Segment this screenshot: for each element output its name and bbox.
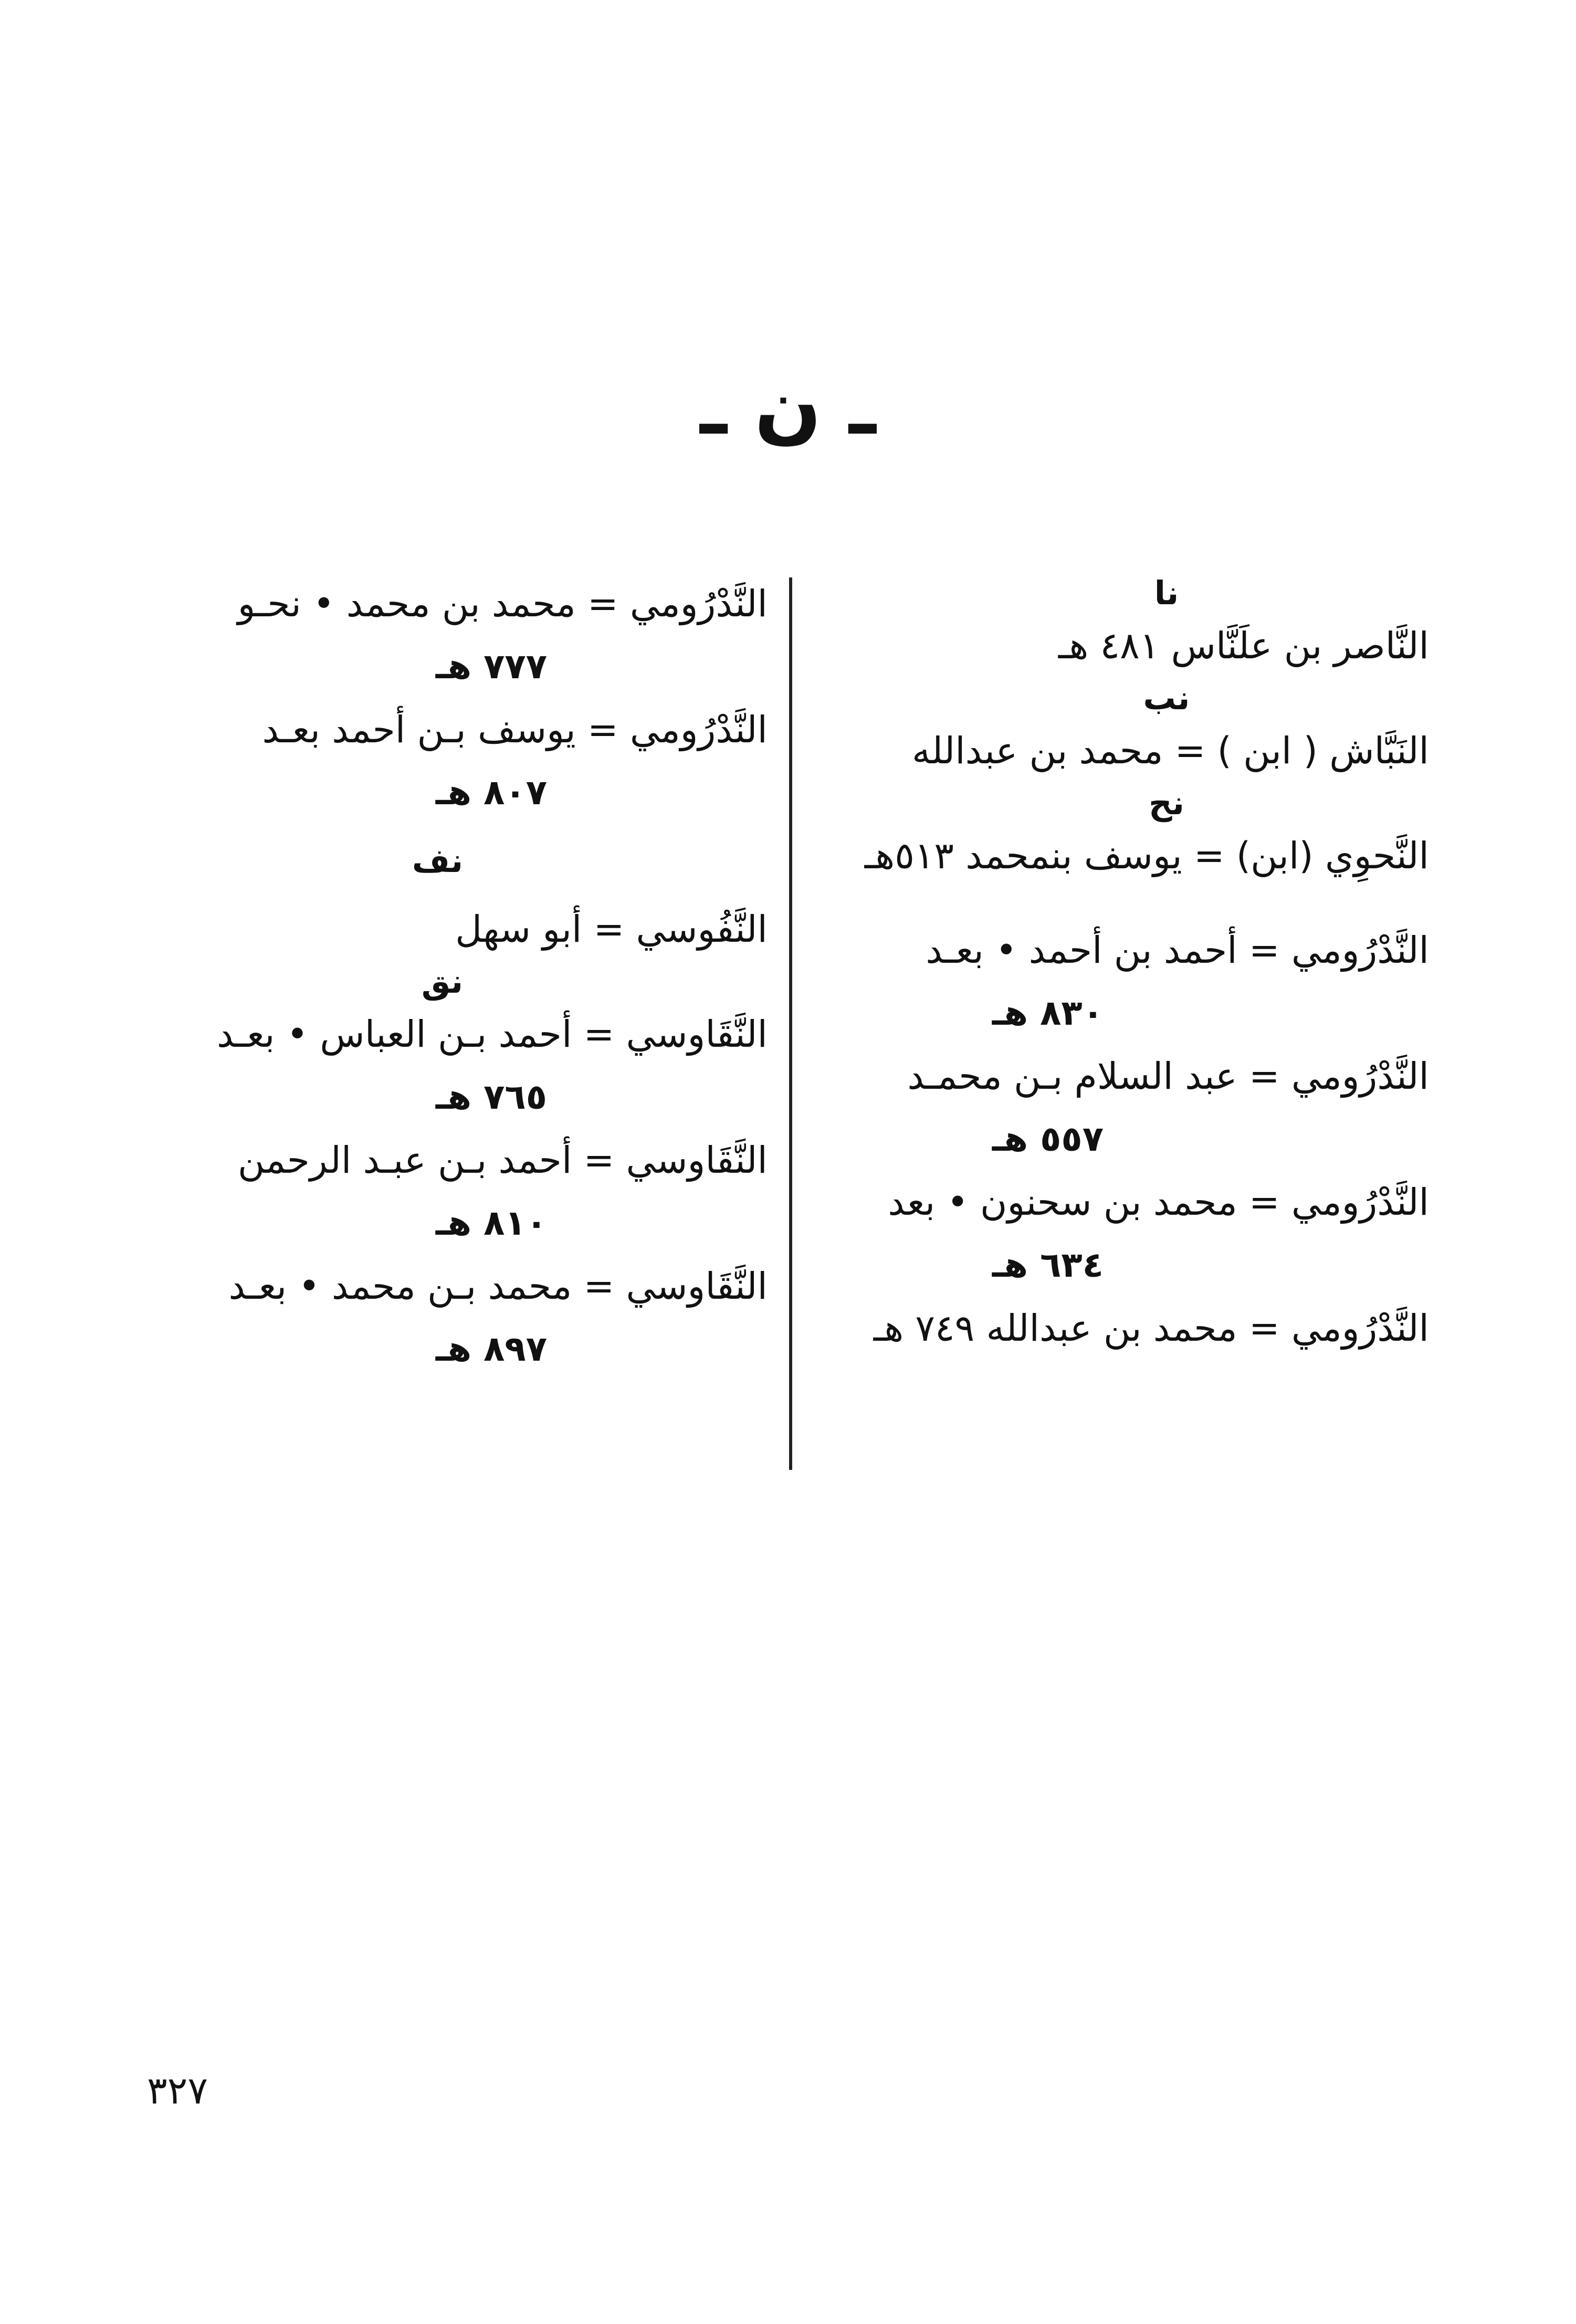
section-heading-nab: نب bbox=[1143, 679, 1190, 717]
entry-naqawi-1-date: ٧٦٥ هـ bbox=[435, 1077, 547, 1117]
section-heading-naq: نق bbox=[421, 962, 463, 1001]
entry-naqawi-2: النَّقَاوسي = أحمد بـن عبـد الرحمن bbox=[237, 1139, 768, 1182]
entry-nabbash: النَبَّاش ( ابن ) = محمد بن عبدالله bbox=[912, 729, 1429, 772]
entry-nadromi-2-date: ٥٥٧ هـ bbox=[992, 1119, 1104, 1159]
entry-nadromi-4: النَّدْرُومي = محمد بن عبدالله ٧٤٩ هـ bbox=[873, 1307, 1429, 1350]
entry-nasir: النَّاصر بن علَنَّاس ٤٨١ هـ bbox=[1058, 624, 1429, 667]
entry-nadromi-3-date: ٦٣٤ هـ bbox=[992, 1245, 1104, 1285]
section-heading-na: نا bbox=[1154, 574, 1179, 612]
entry-naqawi-3-date: ٨٩٧ هـ bbox=[435, 1329, 547, 1369]
entry-nahwi: النَّحوِي (ابن) = يوسف بنمحمد ٥١٣هـ bbox=[864, 834, 1429, 877]
right-column bbox=[799, 572, 1429, 1360]
section-heading-naf: نف bbox=[412, 842, 463, 880]
entry-nadromi-6: النَّدْرُومي = يوسف بـن أحمد بعـد bbox=[262, 708, 768, 751]
section-heading-nah: نح bbox=[1149, 784, 1184, 822]
entry-naqawi-2-date: ٨١٠ هـ bbox=[435, 1203, 547, 1243]
left-column bbox=[122, 572, 768, 1381]
entry-nadromi-1: النَّدْرُومي = أحمد بن أحمد • بعـد bbox=[926, 929, 1429, 972]
entry-nadromi-6-date: ٨٠٧ هـ bbox=[435, 772, 547, 813]
page-number: ٣٢٧ bbox=[147, 2068, 208, 2112]
entry-nadromi-1-date: ٨٣٠ هـ bbox=[992, 993, 1104, 1033]
entry-nadromi-3: النَّدْرُومي = محمد بن سحنون • بعد bbox=[888, 1181, 1429, 1224]
entry-nadromi-5-date: ٧٧٧ هـ bbox=[435, 646, 547, 687]
entry-naqawi-1: النَّقَاوسي = أحمد بـن العباس • بعـد bbox=[216, 1013, 768, 1056]
column-divider bbox=[789, 577, 792, 1470]
page-title: ـ ن ـ bbox=[700, 361, 876, 453]
entry-nadromi-2: النَّدْرُومي = عبد السلام بـن محمـد bbox=[907, 1055, 1429, 1098]
entry-nafusi: النَّفُوسي = أبو سهل bbox=[455, 908, 768, 951]
entry-nadromi-5: النَّدْرُومي = محمد بن محمد • نحـو bbox=[237, 582, 768, 625]
entry-naqawi-3: النَّقَاوسي = محمد بـن محمد • بعـد bbox=[228, 1265, 768, 1308]
